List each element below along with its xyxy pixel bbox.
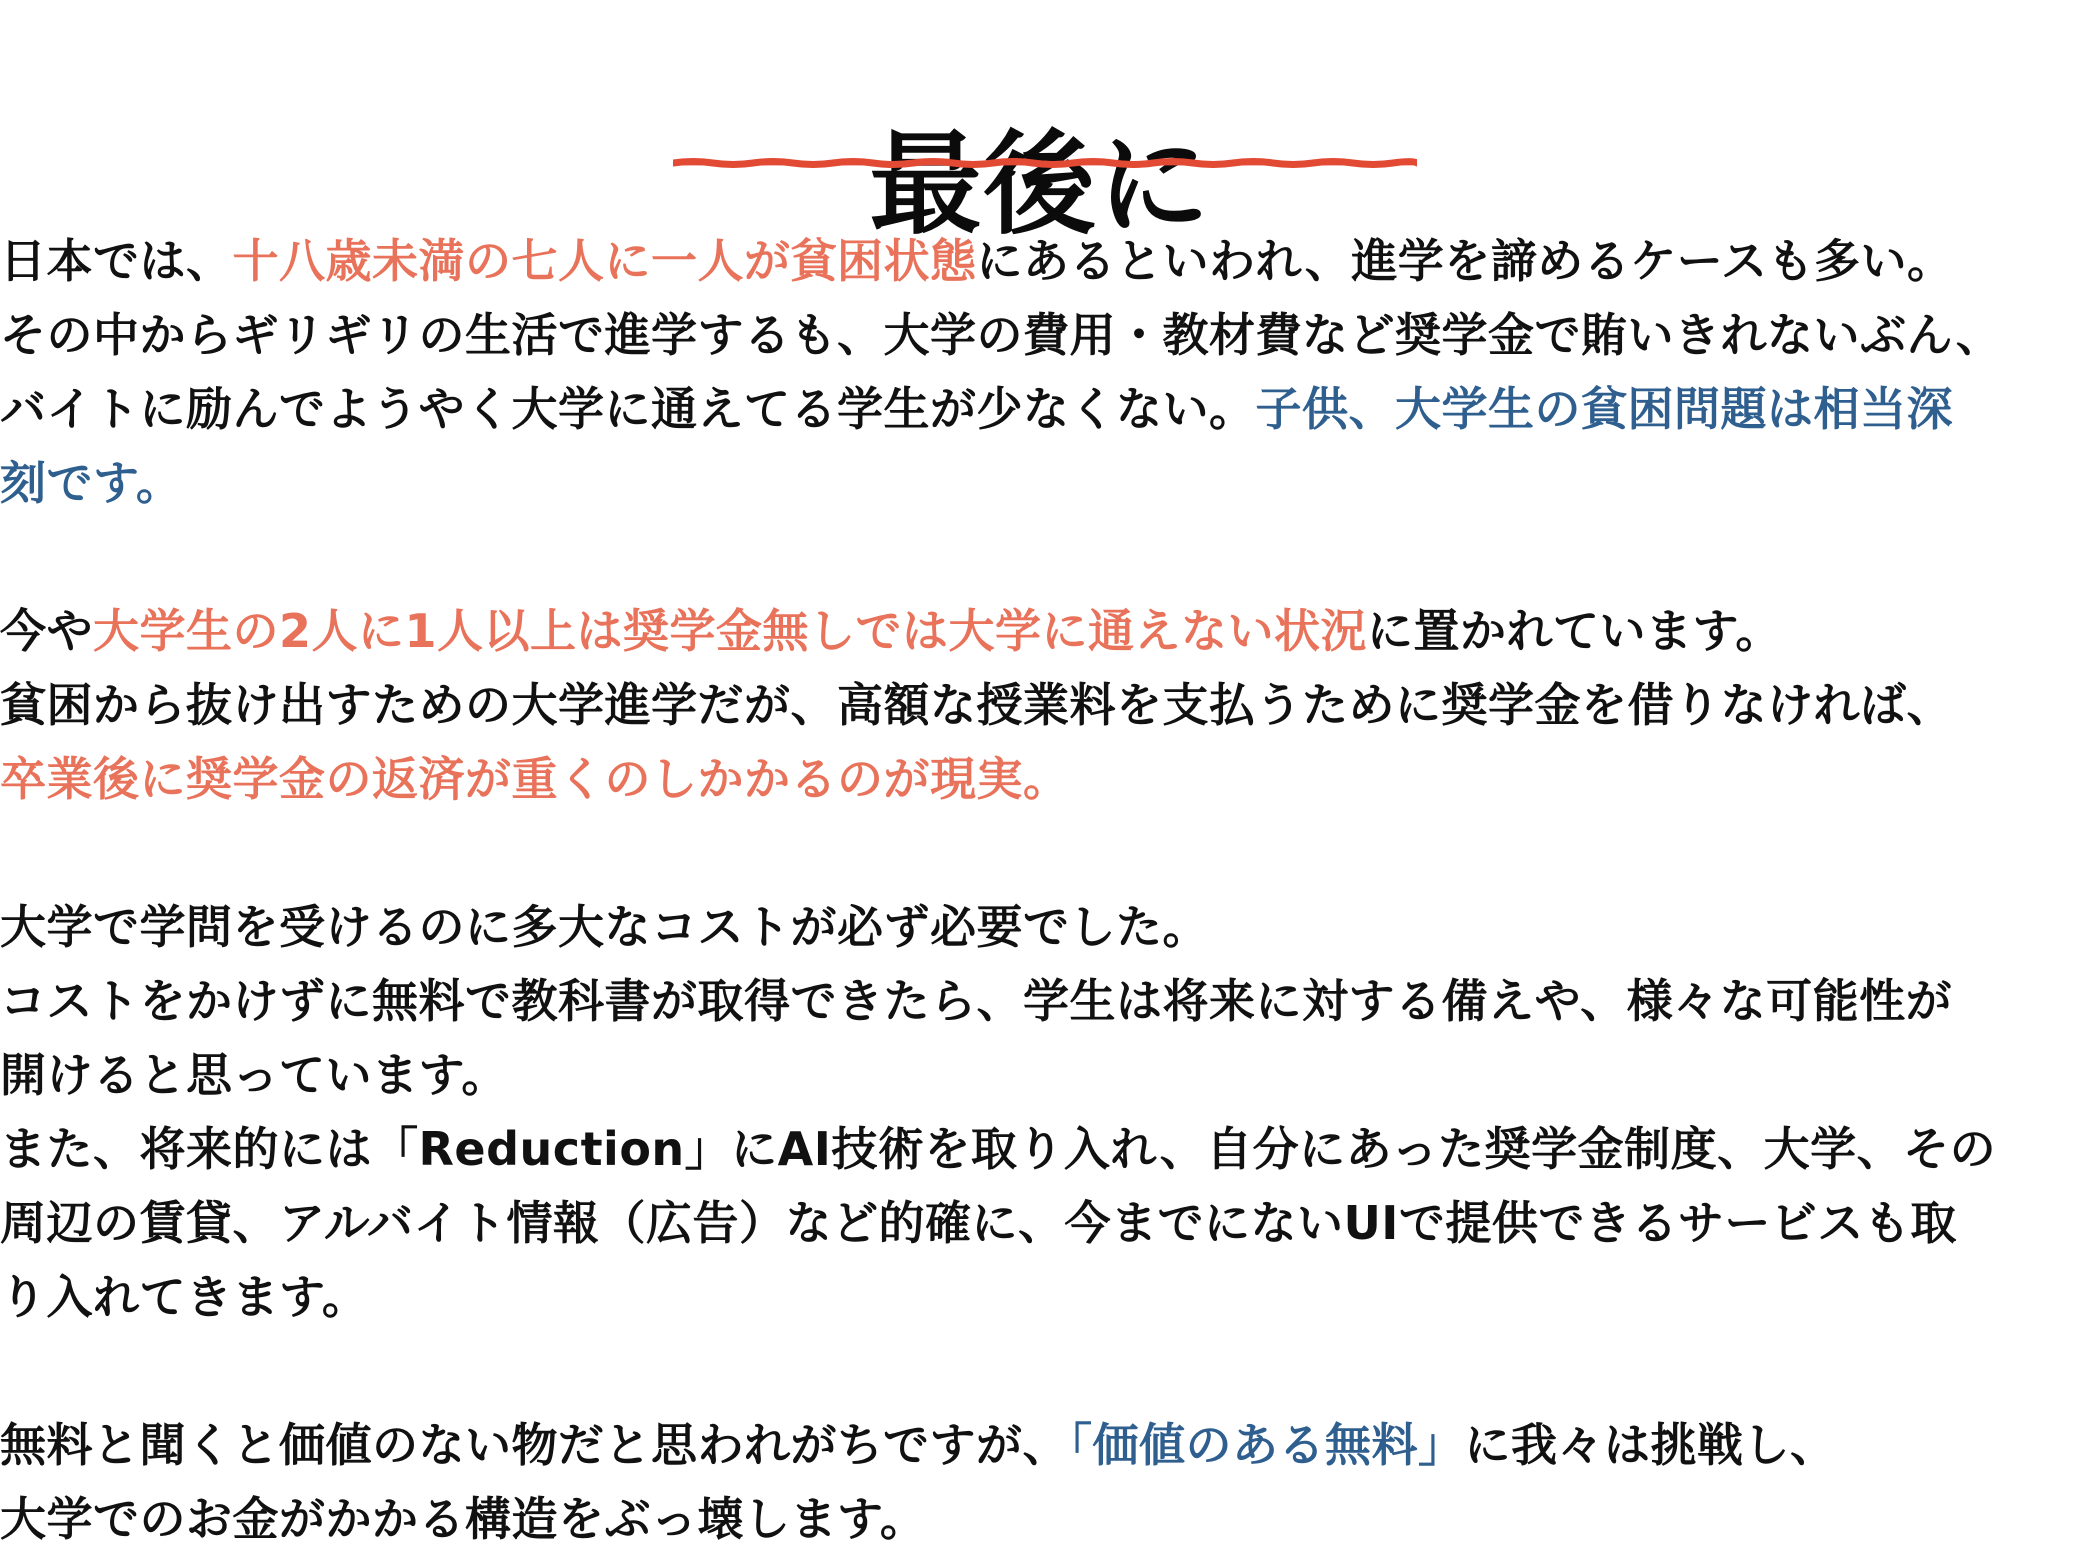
text-segment: 日本では、	[0, 234, 233, 288]
text-line	[0, 1260, 2081, 1334]
text-segment: また、将来的には「Reduction」にAI技術を取り入れ、自分にあった奨学金制度、大学、その	[0, 1122, 1997, 1176]
highlighted-text-blue: 子供、大学生の貧困問題は相当深	[1255, 382, 1953, 436]
paragraph	[0, 890, 2081, 1334]
text-line	[0, 298, 2081, 372]
text-line	[0, 1408, 2081, 1482]
text-segment: コストをかけずに無料で教科書が取得できたら、学生は将来に対する備えや、様々な可能性が	[0, 974, 1953, 1028]
text-segment: その中からギリギリの生活で進学するも、大学の費用・教材費など奨学金で賄いきれないぶん、	[0, 308, 2003, 362]
text-segment: に我々は挑戦し、	[1464, 1418, 1837, 1472]
text-segment: 無料と聞くと価値のない物だと思われがちですが、	[0, 1418, 1070, 1472]
highlighted-text-orange: 大学生の2人に1人以上は奨学金無しでは大学に通えない状況	[93, 604, 1368, 658]
text-line	[0, 594, 2081, 668]
text-line	[0, 224, 2081, 298]
text-line	[0, 890, 2081, 964]
text-segment: に置かれています。	[1367, 604, 1782, 658]
text-line	[0, 964, 2081, 1038]
page-title: 最後に	[869, 120, 1212, 251]
text-line	[0, 1112, 2081, 1186]
text-segment: 大学で学問を受けるのに多大なコストが必ず必要でした。	[0, 900, 1209, 954]
text-segment: 周辺の賃貸、アルバイト情報（広告）など的確に、今までにないUIで提供できるサービスも取	[0, 1196, 1957, 1250]
text-segment: 今や	[0, 604, 93, 658]
paragraph	[0, 1408, 2081, 1556]
paragraph	[0, 224, 2081, 520]
text-segment: 貧困から抜け出すための大学進学だが、高額な授業料を支払うために奨学金を借りなければ、	[0, 678, 1953, 732]
text-line	[0, 1038, 2081, 1112]
text-segment: 大学でのお金がかかる構造をぶっ壊します。	[0, 1492, 927, 1546]
text-segment: 開けると思っています。	[0, 1048, 508, 1102]
text-line	[0, 742, 2081, 816]
text-line	[0, 668, 2081, 742]
highlighted-text-orange: 卒業後に奨学金の返済が重くのしかかるのが現実。	[0, 752, 1070, 806]
highlighted-text-orange: 十八歳未満の七人に一人が貧困状態	[232, 234, 977, 288]
title-underline	[673, 158, 1417, 168]
text-segment: にあるといわれ、進学を諦めるケースも多い。	[976, 234, 1954, 288]
highlighted-text-blue: 「価値のある無料」	[1069, 1418, 1465, 1472]
highlighted-text-blue: 刻です。	[0, 456, 183, 510]
body-text	[0, 224, 2081, 1556]
text-line	[0, 372, 2081, 446]
paragraph	[0, 594, 2081, 816]
text-line	[0, 1186, 2081, 1260]
text-segment: バイトに励んでようやく大学に通えてる学生が少なくない。	[0, 382, 1256, 436]
text-line	[0, 1482, 2081, 1556]
text-line	[0, 446, 2081, 520]
text-segment: り入れてきます。	[0, 1270, 369, 1324]
